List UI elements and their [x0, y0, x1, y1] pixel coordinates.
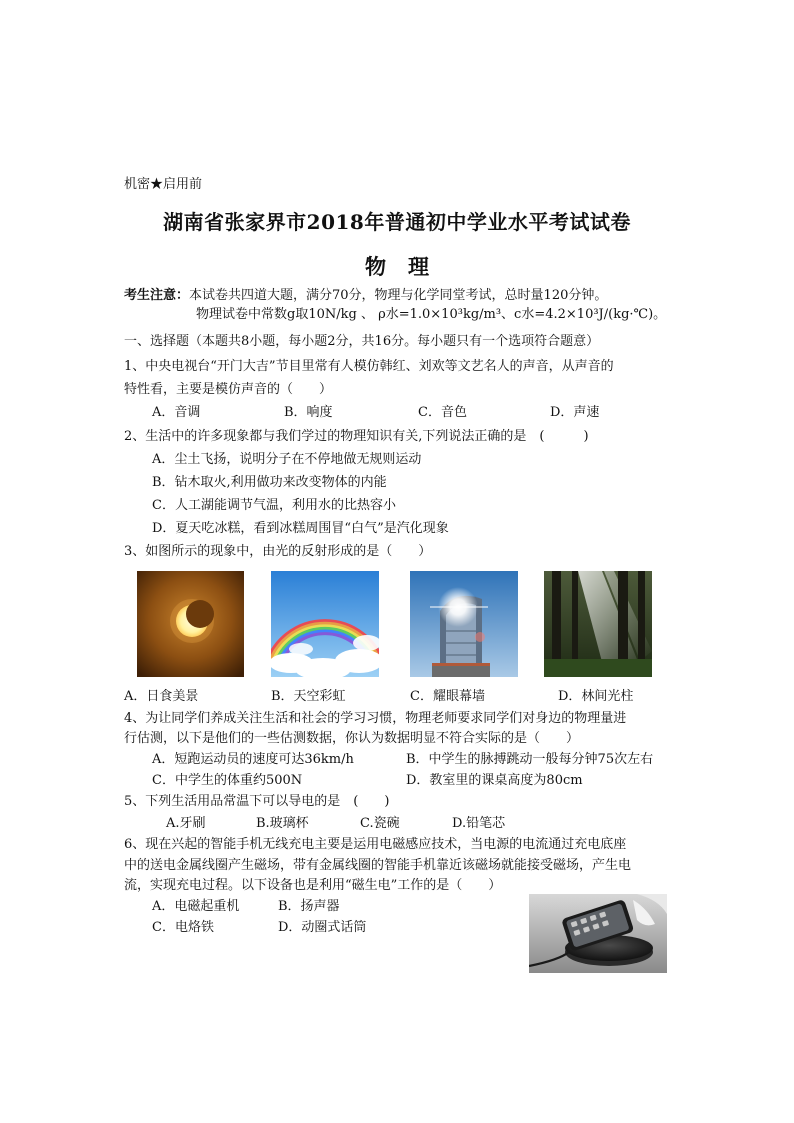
- q2-option-d: D．夏天吃冰糕，看到冰糕周围冒“白气”是汽化现象: [152, 521, 449, 536]
- notice-text-1: 本试卷共四道大题，满分70分，物理与化学同堂考试，总时量120分钟。: [189, 288, 608, 303]
- q6-stem-2: 中的送电金属线圈产生磁场，带有金属线圈的智能手机靠近该磁场就能接受磁场，产生电: [124, 858, 632, 873]
- q5-option-d: D.铅笔芯: [452, 816, 506, 831]
- notice-label: 考生注意：: [124, 288, 190, 303]
- q3-option-b: B．天空彩虹: [271, 689, 346, 704]
- q6-option-c: C．电烙铁: [152, 920, 214, 935]
- section-heading: 一、选择题（本题共8小题，每小题2分，共16分。每小题只有一个选项符合题意）: [124, 334, 600, 349]
- q1-stem-2: 特性看，主要是模仿声音的（ ）: [124, 382, 333, 397]
- q1-option-d: D．声速: [550, 405, 600, 420]
- q6-option-d: D．动圈式话筒: [278, 920, 367, 935]
- q4-option-b: B．中学生的脉搏跳动一般每分钟75次左右: [406, 752, 654, 767]
- q3-option-a: A．日食美景: [124, 689, 199, 704]
- q1-option-a: A．音调: [152, 405, 201, 420]
- q3-option-d: D．林间光柱: [558, 689, 634, 704]
- q5-option-a: A.牙刷: [166, 816, 206, 831]
- q1-option-c: C．音色: [418, 405, 467, 420]
- subject-title: 物理: [365, 254, 451, 279]
- q6-stem-3: 流，实现充电过程。以下设备也是利用“磁生电”工作的是（ ）: [124, 878, 502, 893]
- q6-stem-1: 6、现在兴起的智能手机无线充电主要是运用电磁感应技术，当电源的电流通过充电底座: [124, 837, 627, 852]
- q4-option-a: A．短跑运动员的速度可达36km/h: [152, 752, 354, 767]
- notice-line-1: [124, 287, 607, 305]
- wireless-charging-image: [529, 894, 667, 973]
- q5-stem: 5、下列生活用品常温下可以导电的是 ( ): [124, 794, 390, 809]
- q1-option-b: B．响度: [284, 405, 333, 420]
- q5-option-b: B.玻璃杯: [256, 816, 309, 831]
- confidential-mark: 机密★启用前: [124, 177, 203, 192]
- q6-option-a: A．电磁起重机: [152, 899, 240, 914]
- notice-line-2: 物理试卷中常数g取10N/kg 、 ρ水=1.0×10³kg/m³、c水=4.2×10³J/(kg·℃)。: [196, 307, 667, 322]
- q4-option-c: C．中学生的体重约500N: [152, 773, 303, 788]
- q4-stem-1: 4、为让同学们养成关注生活和社会的学习习惯，物理老师要求同学们对身边的物理量进: [124, 711, 627, 726]
- q2-option-a: A．尘土飞扬，说明分子在不停地做无规则运动: [152, 452, 422, 467]
- q4-stem-2: 行估测，以下是他们的一些估测数据，你认为数据明显不符合实际的是（ ）: [124, 731, 580, 746]
- q3-stem: 3、如图所示的现象中，由光的反射形成的是（ ）: [124, 544, 432, 559]
- glass-wall-image: [410, 571, 518, 677]
- q2-stem: 2、生活中的许多现象都与我们学过的物理知识有关,下列说法正确的是 ( ): [124, 429, 589, 444]
- q1-stem-1: 1、中央电视台“开门大吉”节目里常有人模仿韩红、刘欢等文艺名人的声音，从声音的: [124, 359, 614, 374]
- q6-option-b: B．扬声器: [278, 899, 340, 914]
- rainbow-image: [271, 571, 379, 677]
- exam-title: 湖南省张家界市2018年普通初中学业水平考试试卷: [163, 210, 631, 234]
- q2-option-c: C．人工湖能调节气温，利用水的比热容小: [152, 498, 396, 513]
- q5-option-c: C.瓷碗: [360, 816, 400, 831]
- q2-option-b: B．钻木取火,利用做功来改变物体的内能: [152, 475, 387, 490]
- forest-light-image: [544, 571, 652, 677]
- q3-option-c: C．耀眼幕墙: [410, 689, 485, 704]
- eclipse-image: [137, 571, 244, 677]
- q4-option-d: D．教室里的课桌高度为80cm: [406, 773, 583, 788]
